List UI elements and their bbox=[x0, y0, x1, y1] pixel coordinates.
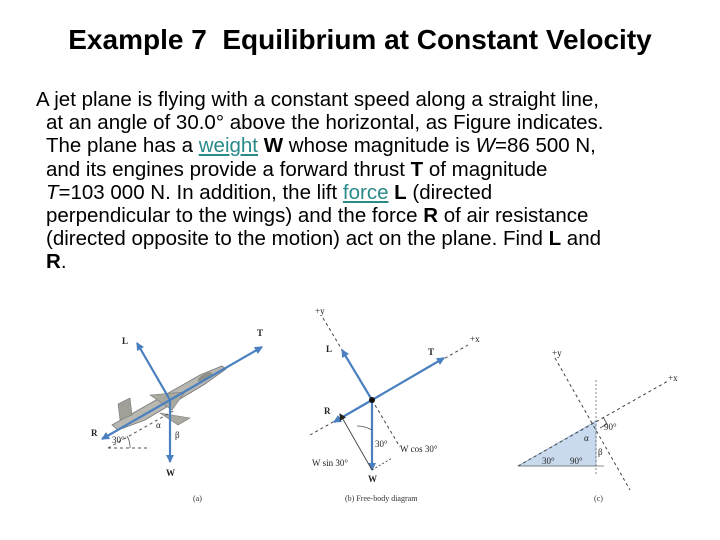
thrust-arrow-b bbox=[372, 358, 444, 400]
svg-text:+x: +x bbox=[470, 334, 480, 344]
svg-text:β: β bbox=[175, 430, 180, 440]
svg-text:W sin 30°: W sin 30° bbox=[312, 458, 348, 468]
problem-line-7: (directed opposite to the motion) act on the plane. Find L and bbox=[46, 227, 601, 251]
problem-line-6: perpendicular to the wings) and the force R of air resistance bbox=[46, 204, 589, 228]
figure-b bbox=[310, 306, 480, 503]
problem-line-2: at an angle of 30.0° above the horizontal, as Figure indicates. bbox=[46, 111, 604, 135]
svg-text:T: T bbox=[428, 347, 435, 357]
problem-line-3: The plane has a weight W whose magnitude is W=86 500 N, bbox=[46, 134, 596, 158]
caption-b: (b) Free-body diagram bbox=[345, 494, 418, 503]
lift-arrow-a bbox=[137, 343, 170, 400]
svg-text:β: β bbox=[598, 447, 603, 457]
svg-text:R: R bbox=[324, 406, 331, 416]
svg-text:W: W bbox=[166, 468, 175, 478]
caption-c: (c) bbox=[594, 494, 603, 503]
force-link[interactable]: force bbox=[342, 180, 389, 204]
svg-text:+x: +x bbox=[668, 373, 678, 383]
svg-text:+y: +y bbox=[552, 348, 562, 358]
problem-line-4: and its engines provide a forward thrust T of magnitude bbox=[46, 157, 548, 181]
drag-arrow-b bbox=[334, 400, 372, 422]
svg-text:30°: 30° bbox=[112, 435, 125, 445]
svg-text:90°: 90° bbox=[570, 456, 583, 466]
svg-text:T: T bbox=[257, 328, 264, 338]
svg-text:W: W bbox=[368, 474, 377, 484]
svg-text:α: α bbox=[584, 433, 589, 443]
weight-link[interactable]: weight bbox=[198, 134, 258, 158]
svg-text:30°: 30° bbox=[542, 456, 555, 466]
figure-c bbox=[518, 348, 678, 503]
svg-text:L: L bbox=[122, 336, 129, 346]
svg-text:30°: 30° bbox=[375, 439, 388, 449]
lift-arrow-b bbox=[342, 350, 372, 400]
svg-text:R: R bbox=[91, 428, 98, 438]
svg-text:+y: +y bbox=[315, 306, 325, 316]
slide-title: Example 7 Equilibrium at Constant Velocity bbox=[68, 24, 652, 55]
svg-text:90°: 90° bbox=[604, 422, 617, 432]
caption-a: (a) bbox=[193, 494, 202, 503]
figure-a bbox=[91, 328, 263, 503]
svg-text:W cos 30°: W cos 30° bbox=[400, 444, 438, 454]
svg-text:L: L bbox=[326, 344, 333, 354]
body-point bbox=[369, 397, 375, 403]
svg-text:α: α bbox=[156, 420, 161, 430]
thrust-arrow-a bbox=[170, 347, 262, 400]
problem-line-5: T=103 000 N. In addition, the lift force L (directed bbox=[46, 180, 493, 204]
problem-line-1: A jet plane is flying with a constant speed along a straight line, bbox=[36, 88, 599, 111]
problem-line-8: R. bbox=[46, 250, 67, 274]
